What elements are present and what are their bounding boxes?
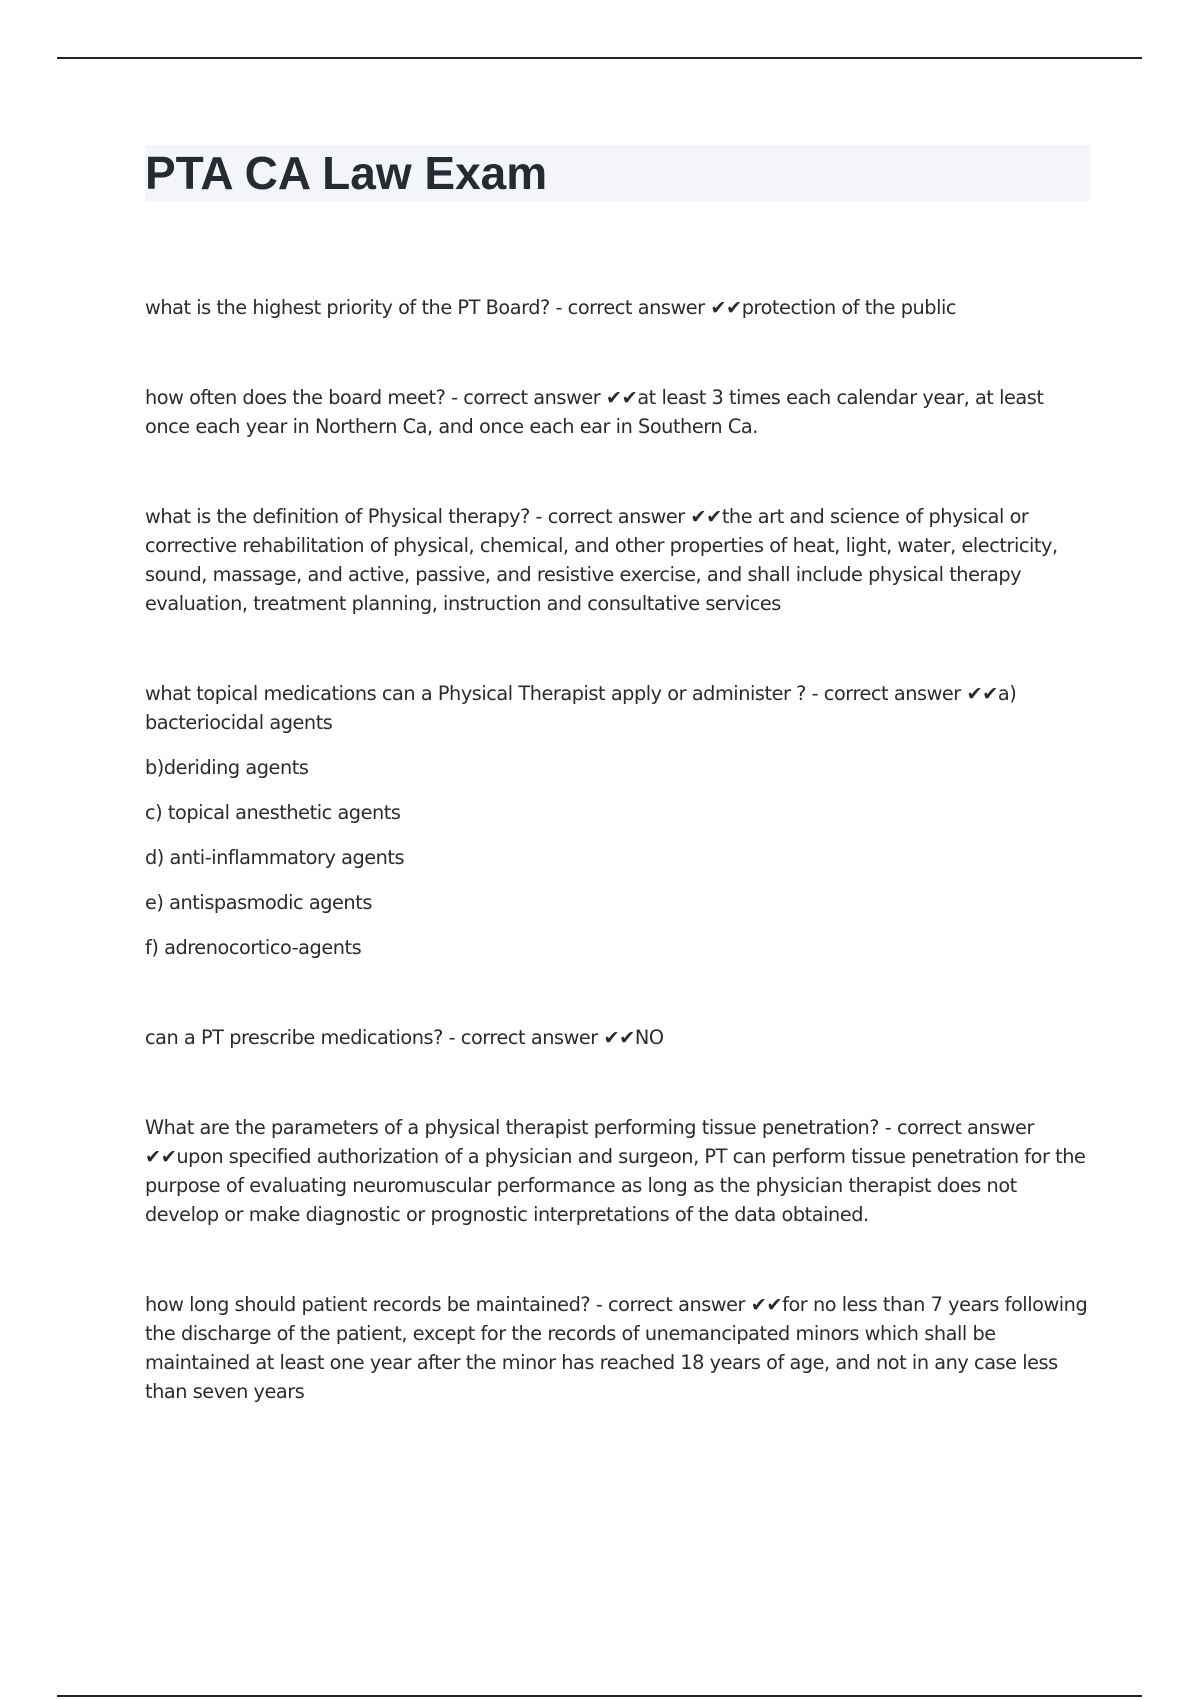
qa-item [145,1113,1090,1229]
qa-text: what is the definition of Physical therapy? - correct answer ✔✔the art and science of physical or corrective rehabilitation of physical, chemical, and other properties of heat, light, water, electricity, sound, massage, and active, passive, and resistive exercise, and shall include physical therapy evaluation, treatment planning, instruction and consultative services [145,505,1058,615]
qa-text: what is the highest priority of the PT Board? - correct answer ✔✔protection of the public [145,296,957,319]
qa-sub-item: d) anti-inflammatory agents [145,846,405,869]
qa-text: how long should patient records be maintained? - correct answer ✔✔for no less than 7 years following the discharge of the patient, except for the records of unemancipated minors which shall be maintained at least one year after the minor has reached 18 years of age, and not in any case less than seven years [145,1293,1088,1403]
qa-sub-item: b)deriding agents [145,756,309,779]
page-title: PTA CA Law Exam [145,147,548,199]
qa-item [145,293,1090,322]
qa-item [145,383,1090,441]
qa-sub-item: c) topical anesthetic agents [145,801,401,824]
document-body [145,145,1090,1467]
qa-text: what topical medications can a Physical Therapist apply or administer ? - correct answer ✔✔a) bacteriocidal agents [145,682,1017,734]
qa-item [145,502,1090,618]
top-divider [57,57,1142,59]
qa-item [145,1023,1090,1052]
qa-text: What are the parameters of a physical therapist performing tissue penetration? - correct answer ✔✔upon specified authorization of a physician and surgeon, PT can perform tissue penetration for the purpose of evaluating neuromuscular performance as long as the physician therapist does not develop or make diagnostic or prognostic interpretations of the data obtained. [145,1116,1086,1226]
qa-sub-item: e) antispasmodic agents [145,891,372,914]
qa-text: can a PT prescribe medications? - correct answer ✔✔NO [145,1026,664,1049]
title-banner [145,145,1090,201]
bottom-divider [57,1695,1142,1697]
qa-text: how often does the board meet? - correct answer ✔✔at least 3 times each calendar year, at least once each year in Northern Ca, and once each ear in Southern Ca. [145,386,1044,438]
qa-sub-item: f) adrenocortico-agents [145,936,362,959]
qa-item [145,679,1090,962]
qa-item [145,1290,1090,1406]
qa-list [145,293,1090,1406]
